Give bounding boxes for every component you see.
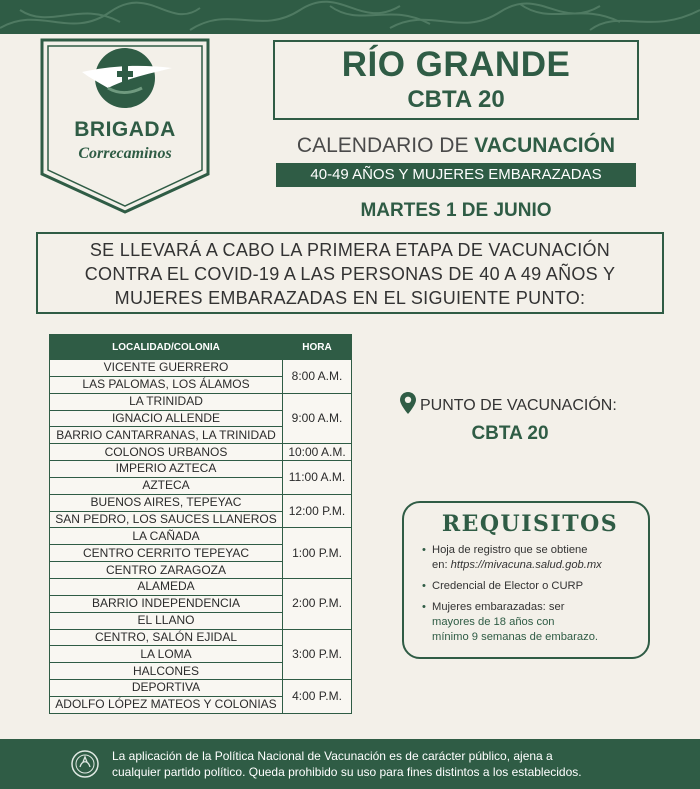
footer-line: La aplicación de la Política Nacional de Vacunación es de carácter público, ajena a bbox=[112, 749, 553, 763]
table-row bbox=[50, 528, 352, 545]
registration-link[interactable]: https://mivacuna.salud.gob.mx bbox=[450, 559, 602, 571]
calendar-prefix: CALENDARIO DE bbox=[296, 134, 475, 157]
event-date: MARTES 1 DE JUNIO bbox=[360, 200, 552, 221]
table-row bbox=[50, 393, 352, 410]
locality-cell: IMPERIO AZTECA bbox=[50, 461, 283, 478]
location-pin-icon bbox=[400, 392, 416, 414]
schedule-table bbox=[49, 334, 352, 714]
requirement-text: en: bbox=[432, 559, 451, 571]
hour-cell: 8:00 A.M. bbox=[283, 360, 352, 394]
hour-cell: 2:00 P.M. bbox=[283, 578, 352, 629]
locality-cell: HALCONES bbox=[50, 663, 283, 680]
requirement-highlight: mayores de 18 años con bbox=[432, 616, 555, 628]
footer-band bbox=[0, 739, 700, 789]
locality-cell: ALAMEDA bbox=[50, 578, 283, 595]
schedule-body bbox=[50, 360, 352, 714]
hour-cell: 12:00 P.M. bbox=[283, 494, 352, 528]
table-row bbox=[50, 578, 352, 595]
requirement-text: Credencial de Elector o CURP bbox=[432, 580, 584, 592]
locality-cell: DEPORTIVA bbox=[50, 680, 283, 697]
requirements-box bbox=[402, 501, 650, 659]
hour-cell: 9:00 A.M. bbox=[283, 393, 352, 444]
hour-cell: 10:00 A.M. bbox=[283, 444, 352, 461]
requirement-text: Hoja de registro que se obtiene bbox=[432, 544, 588, 556]
footer-line: cualquier partido político. Queda prohibido su uso para fines distintos a los establecidos. bbox=[112, 765, 582, 779]
locality-cell: BUENOS AIRES, TEPEYAC bbox=[50, 494, 283, 511]
table-row bbox=[50, 444, 352, 461]
locality-cell: LAS PALOMAS, LOS ÁLAMOS bbox=[50, 376, 283, 393]
locality-cell: CENTRO ZARAGOZA bbox=[50, 562, 283, 579]
top-decorative-band bbox=[0, 0, 700, 34]
hour-cell: 4:00 P.M. bbox=[283, 680, 352, 714]
requirement-item bbox=[422, 579, 638, 594]
requirement-highlight: mínimo 9 semanas de embarazo. bbox=[432, 631, 599, 643]
locality-cell: LA TRINIDAD bbox=[50, 393, 283, 410]
announcement-box bbox=[36, 232, 664, 314]
table-row bbox=[50, 461, 352, 478]
table-row bbox=[50, 680, 352, 697]
locality-cell: LA CAÑADA bbox=[50, 528, 283, 545]
locality-cell: BARRIO INDEPENDENCIA bbox=[50, 595, 283, 612]
requirements-title: REQUISITOS bbox=[441, 511, 619, 537]
brand-title: BRIGADA bbox=[74, 118, 176, 141]
locality-cell: BARRIO CANTARRANAS, LA TRINIDAD bbox=[50, 427, 283, 444]
hour-cell: 11:00 A.M. bbox=[283, 461, 352, 495]
locality-cell: AZTECA bbox=[50, 477, 283, 494]
hour-column-header: HORA bbox=[283, 335, 352, 360]
calendar-heading bbox=[273, 134, 639, 158]
brand-subtitle: Correcaminos bbox=[78, 145, 172, 162]
announcement-line: MUJERES EMBARAZADAS EN EL SIGUIENTE PUNTO: bbox=[114, 288, 586, 308]
locality-cell: EL LLANO bbox=[50, 612, 283, 629]
calendar-highlight: VACUNACIÓN bbox=[474, 134, 616, 157]
locality-cell: COLONOS URBANOS bbox=[50, 444, 283, 461]
hour-cell: 3:00 P.M. bbox=[283, 629, 352, 680]
national-seal-icon bbox=[70, 749, 100, 779]
vaccination-point-label: PUNTO DE VACUNACIÓN: bbox=[420, 397, 617, 414]
requirement-text: Mujeres embarazadas: ser bbox=[432, 601, 565, 613]
vaccination-point bbox=[400, 392, 650, 445]
hour-cell: 1:00 P.M. bbox=[283, 528, 352, 579]
table-row bbox=[50, 494, 352, 511]
table-row bbox=[50, 629, 352, 646]
vaccination-point-name: CBTA 20 bbox=[471, 423, 549, 444]
announcement-line: CONTRA EL COVID-19 A LAS PERSONAS DE 40 A 49 AÑOS Y bbox=[84, 264, 616, 284]
requirement-item bbox=[422, 543, 638, 573]
target-group-band: 40-49 AÑOS Y MUJERES EMBARAZADAS bbox=[276, 163, 636, 187]
announcement-line: SE LLEVARÁ A CABO LA PRIMERA ETAPA DE VACUNACIÓN bbox=[89, 240, 611, 260]
location-title: RÍO GRANDE bbox=[341, 45, 571, 84]
locality-cell: ADOLFO LÓPEZ MATEOS Y COLONIAS bbox=[50, 696, 283, 713]
locality-column-header: LOCALIDAD/COLONIA bbox=[50, 335, 283, 360]
locality-cell: LA LOMA bbox=[50, 646, 283, 663]
locality-cell: VICENTE GUERRERO bbox=[50, 360, 283, 377]
site-title: CBTA 20 bbox=[407, 86, 505, 113]
title-box bbox=[273, 40, 639, 120]
footer-disclaimer bbox=[112, 748, 682, 780]
locality-cell: IGNACIO ALLENDE bbox=[50, 410, 283, 427]
table-row bbox=[50, 360, 352, 377]
locality-cell: SAN PEDRO, LOS SAUCES LLANEROS bbox=[50, 511, 283, 528]
locality-cell: CENTRO, SALÓN EJIDAL bbox=[50, 629, 283, 646]
health-bird-logo-icon bbox=[68, 44, 182, 114]
vaccination-point-label-row bbox=[400, 392, 650, 415]
locality-cell: CENTRO CERRITO TEPEYAC bbox=[50, 545, 283, 562]
requirement-item bbox=[422, 600, 638, 645]
